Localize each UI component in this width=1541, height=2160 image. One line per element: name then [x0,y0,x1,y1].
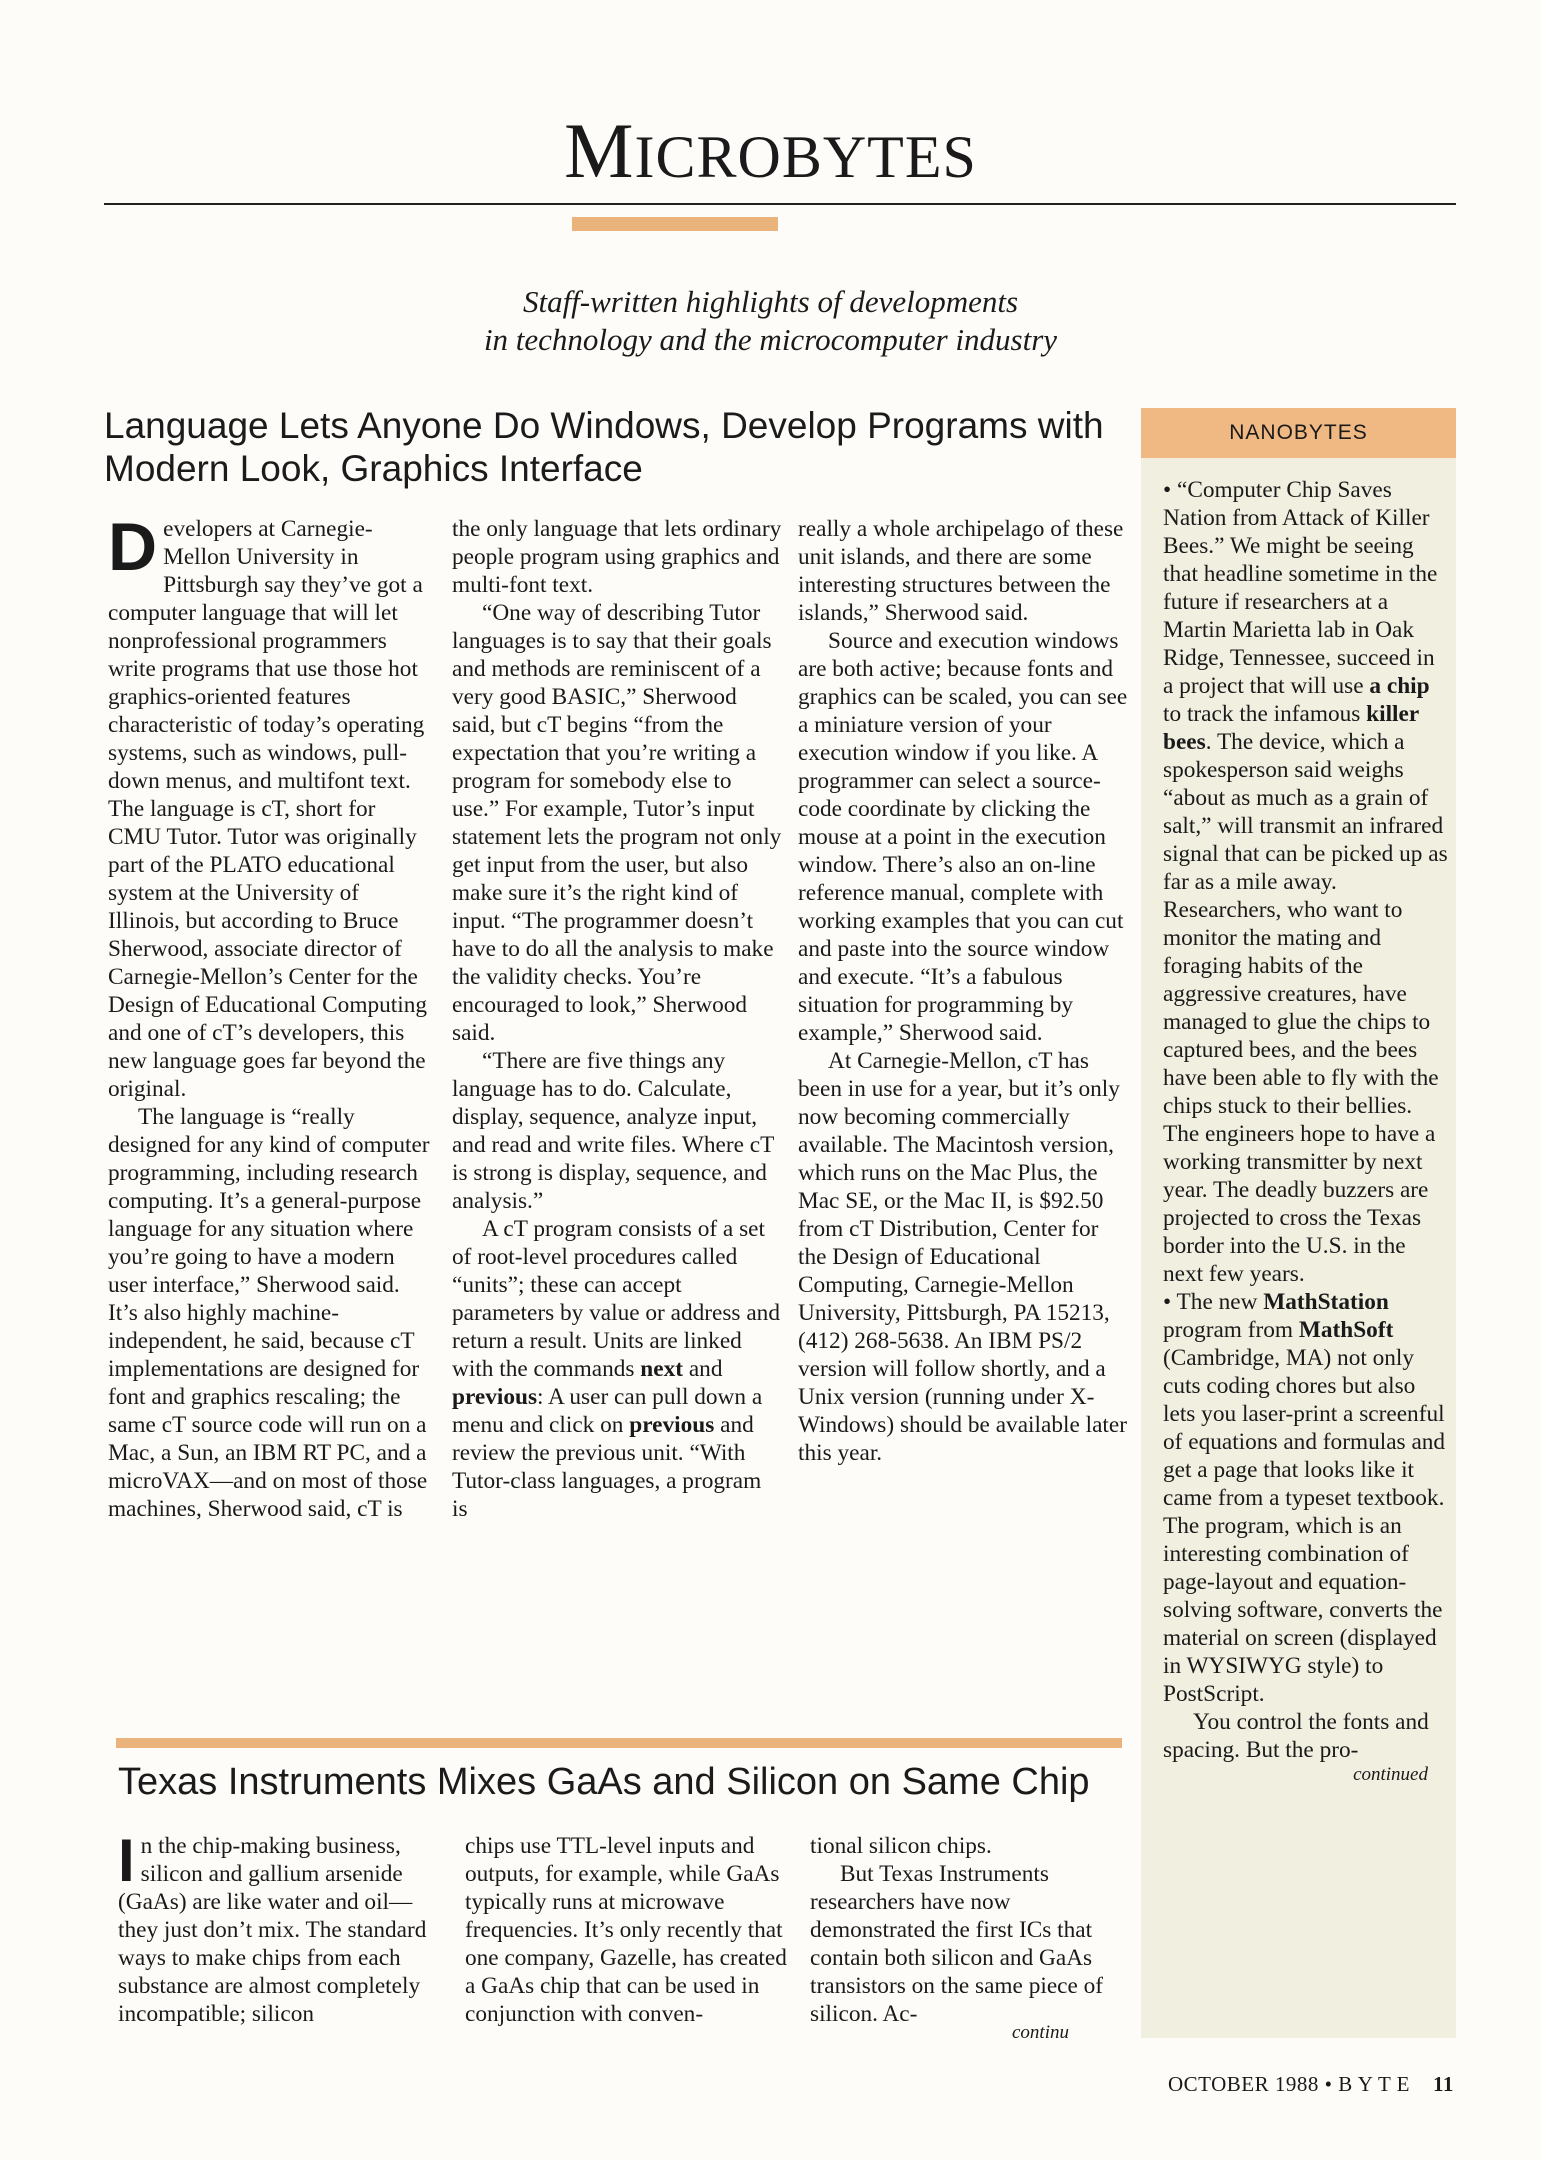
section-divider [116,1738,1122,1748]
text-run: A cT program consists of a set of root-level procedures called “units”; these can accept parameters by value or address and return a result. Units are linked with the commands [452,1216,780,1382]
paragraph [118,1827,443,2028]
article-2-column-1 [118,1827,443,2028]
text-run: and review the previous unit. “With Tutor-class languages, a program is [452,1412,762,1522]
nanobytes-title: NANOBYTES [1141,408,1456,458]
top-rule [104,203,1456,205]
nanobytes-item [1163,1288,1448,1708]
title-rest: ICROBYTES [634,124,977,190]
footer-date: OCTOBER 1988 • [1168,2072,1339,2096]
footer-magazine: B Y T E [1338,2072,1410,2096]
paragraph [108,509,433,1103]
paragraph: But Texas Instruments researchers have now demonstrated the first ICs that contain both silicon and GaAs transistors on the same piece of silicon. Ac- [810,1861,1104,2027]
text-run: to track the infamous [1163,701,1367,727]
accent-bar [572,217,778,231]
text-run: . The device, which a spokesperson said weighs “about as much as a grain of salt,” will transmit an infrared signal that can be picked up as far as a mile away. Researchers, who want to monitor the mating and foraging habits of the aggressive creatures, have managed to glue the chips to captured bees, and the bees have been able to fly with the chips stuck to their bellies. The engineers hope to have a working transmitter by next year. The deadly buzzers are projected to cross the Texas border into the U.S. in the next few years. [1163,729,1448,1287]
nanobytes-item [1163,476,1448,1288]
paragraph: the only language that lets ordinary people program using graphics and multi-font text. [452,516,782,598]
paragraph-text: n the chip-making business, silicon and gallium arsenide (GaAs) are like water and oil—they just don’t mix. The standard ways to make chips from each substance are almost completely incompatible; silicon [118,1833,427,2027]
article-1-column-1 [108,509,433,1523]
keyword-previous: previous [452,1384,538,1410]
article-2-column-3 [810,1832,1135,2028]
drop-cap: D [108,509,158,585]
bold-term: a chip [1369,673,1430,699]
continued-label: continued [1353,1764,1428,1785]
page-footer [1168,2072,1454,2097]
paragraph-text: evelopers at Carnegie-Mellon University in Pittsburgh say they’ve got a computer language that will let nonprofessional programmers write programs that use those hot graphics-oriented features characteristic of today’s operating systems, such as windows, pull-down menus, and multifont text. The language is cT, short for CMU Tutor. Tutor was originally part of the PLATO educational system at the University of Illinois, but according to Bruce Sherwood, associate director of Carnegie-Mellon’s Center for the Design of Educational Computing and one of cT’s developers, this new language goes far beyond the original. [108,516,427,1102]
spacer [1141,458,1456,476]
nanobytes-sidebar [1141,408,1456,2038]
paragraph: tional silicon chips. [810,1833,992,1859]
continued-label: continu [1012,2022,1069,2043]
article-1-headline: Language Lets Anyone Do Windows, Develop Programs with Modern Look, Graphics Interface [104,405,1104,489]
bold-term: MathSoft [1298,1317,1394,1343]
text-run: program from [1163,1317,1299,1343]
text-run: : A user can pull down a menu and click on [452,1384,763,1438]
paragraph [452,1215,782,1523]
drop-cap: I [118,1827,135,1894]
subtitle-line-2: in technology and the microcomputer industry [483,322,1058,357]
title-initial: M [564,107,635,194]
nanobytes-body [1141,476,1448,1786]
article-2-column-2 [465,1832,795,2028]
bold-term: killer bees [1163,701,1419,755]
subtitle-line-1: Staff-written highlights of developments [522,284,1019,319]
paragraph: “There are five things any language has to do. Calculate, display, sequence, analyze input, and read and write files. Where cT is strong is display, sequence, and analysis.” [452,1048,774,1214]
bold-term: MathStation [1263,1289,1389,1315]
page-title [0,107,1541,194]
text-run: (Cambridge, MA) not only cuts coding chores but also lets you laser-print a screenful of equations and formulas and get a page that looks like it came from a typeset textbook. The program, which is an interesting combination of page-layout and equation-solving software, converts the material on screen (displayed in WYSIWYG style) to PostScript. [1163,1345,1446,1707]
article-1-column-2 [452,515,782,1523]
text-run: • The new [1163,1289,1264,1315]
paragraph: “One way of describing Tutor languages is to say that their goals and methods are reminiscent of a very good BASIC,” Sherwood said, but cT begins “from the expectation that you’re writing a program for somebody else to use.” For example, Tutor’s input statement lets the program not only get input from the user, but also make sure it’s the right kind of input. “The programmer doesn’t have to do all the analysis to make the validity checks. You’re encouraged to look,” Sherwood said. [452,600,782,1046]
page-number: 11 [1433,2072,1454,2096]
paragraph: At Carnegie-Mellon, cT has been in use for a year, but it’s only now becoming commercially available. The Macintosh version, which runs on the Mac Plus, the Mac SE, or the Mac II, is $92.50 from cT Distribution, Center for the Design of Educational Computing, Carnegie-Mellon University, Pittsburgh, PA 15213, (412) 268-5638. An IBM PS/2 version will follow shortly, and a Unix version (running under X-Windows) should be available later this year. [798,1048,1128,1466]
article-1-column-3 [798,515,1128,1467]
paragraph: You control the fonts and spacing. But the pro- [1163,1709,1429,1763]
keyword-next: next [640,1356,684,1382]
paragraph: really a whole archipelago of these unit islands, and there are some interesting structures between the islands,” Sherwood said. [798,516,1124,626]
paragraph: The language is “really designed for any kind of computer programming, including research computing. It’s a general-purpose language for any situation where you’re going to have a modern user interface,” Sherwood said. It’s also highly machine-independent, he said, because cT implementations are designed for font and graphics rescaling; the same cT source code will run on a Mac, a Sun, an IBM RT PC, and a microVAX—and on most of those machines, Sherwood said, cT is [108,1104,430,1522]
article-2-headline: Texas Instruments Mixes GaAs and Silicon on Same Chip [118,1761,1090,1803]
paragraph: chips use TTL-level inputs and outputs, for example, while GaAs typically runs at microwave frequencies. It’s only recently that one company, Gazelle, has created a GaAs chip that can be used in conjunction with conven- [465,1833,787,2027]
paragraph: Source and execution windows are both active; because fonts and graphics can be scaled, you can see a miniature version of your execution window if you like. A programmer can select a source-code coordinate by clicking the mouse at a point in the execution window. There’s also an on-line reference manual, complete with working examples that you can cut and paste into the source window and execute. “It’s a fabulous situation for programming by example,” Sherwood said. [798,628,1128,1046]
keyword-previous: previous [629,1412,715,1438]
text-run: and [683,1356,723,1382]
section-subtitle [0,283,1541,359]
text-run: • “Computer Chip Saves Nation from Attack of Killer Bees.” We might be seeing that headline sometime in the future if researchers at a Martin Marietta lab in Oak Ridge, Tennessee, succeed in a project that will use [1163,477,1438,699]
